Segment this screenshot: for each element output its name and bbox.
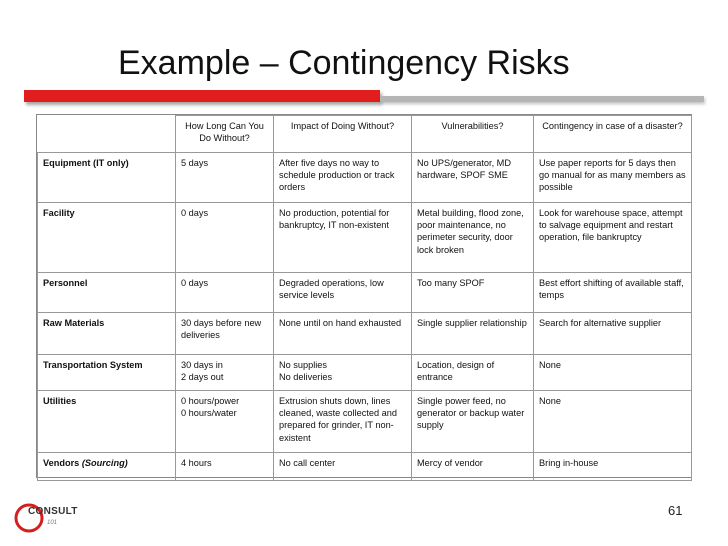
cell-how-long: 0 days [176,273,274,313]
cell-line: 0 hours/power [181,396,240,406]
cell-how-long [176,355,274,391]
row-label [38,453,176,481]
cell-contingency: Search for alternative supplier [534,313,692,355]
row-label: Equipment (IT only) [38,153,176,203]
cell-how-long: 0 days [176,203,274,273]
contingency-table [37,115,692,481]
cell-impact: No call center [274,453,412,481]
cell-impact: Extrusion shuts down, lines cleaned, waste collected and prepared for grinder, IT non-existent [274,391,412,453]
table-row [38,391,692,453]
row-label: Utilities [38,391,176,453]
cell-impact: Degraded operations, low service levels [274,273,412,313]
cell-impact: No production, potential for bankruptcy, IT non-existent [274,203,412,273]
cell-vulnerabilities: Metal building, flood zone, poor maintenance, no perimeter security, door lock broken [412,203,534,273]
page-number: 61 [668,503,683,518]
title-underline-red [24,90,380,102]
row-label: Transportation System [38,355,176,391]
header-vulnerabilities: Vulnerabilities? [412,116,534,153]
slide-title: Example – Contingency Risks [118,44,570,82]
cell-vulnerabilities: Single supplier relationship [412,313,534,355]
cell-vulnerabilities: Too many SPOF [412,273,534,313]
cell-impact: None until on hand exhausted [274,313,412,355]
row-label: Facility [38,203,176,273]
header-how-long: How Long Can You Do Without? [176,116,274,153]
logo-subtext: 101 [47,520,58,526]
table-row [38,153,692,203]
cell-contingency: Best effort shifting of available staff, temps [534,273,692,313]
cell-contingency: None [534,355,692,391]
table-header-row [38,116,692,153]
table-row [38,453,692,481]
cell-contingency: Look for warehouse space, attempt to salvage equipment and restart operation, file bankruptcy [534,203,692,273]
cell-contingency: None [534,391,692,453]
contingency-table-container [36,114,692,478]
logo-text: CONSULT [28,506,78,517]
cell-line: 2 days out [181,372,224,383]
cell-how-long [176,391,274,453]
cell-how-long: 5 days [176,153,274,203]
cell-how-long: 30 days before new deliveries [176,313,274,355]
cell-vulnerabilities: No UPS/generator, MD hardware, SPOF SME [412,153,534,203]
cell-how-long: 4 hours [176,453,274,481]
row-label-paren: (Sourcing) [81,458,128,468]
header-blank [38,116,176,153]
row-label: Raw Materials [38,313,176,355]
cell-vulnerabilities: Mercy of vendor [412,453,534,481]
table-row [38,355,692,391]
cell-line: 30 days in [181,360,223,370]
cell-contingency: Use paper reports for 5 days then go manual for as many members as possible [534,153,692,203]
title-underline-grey [380,96,704,102]
cell-contingency: Bring in-house [534,453,692,481]
cell-impact [274,355,412,391]
cell-line: 0 hours/water [181,408,237,419]
cell-vulnerabilities: Location, design of entrance [412,355,534,391]
header-contingency: Contingency in case of a disaster? [534,116,692,153]
row-label-main: Vendors [43,458,82,468]
table-row [38,273,692,313]
cell-impact: After five days no way to schedule production or track orders [274,153,412,203]
table-row [38,313,692,355]
cell-line: No supplies [279,360,328,370]
table-row [38,203,692,273]
row-label: Personnel [38,273,176,313]
cell-vulnerabilities: Single power feed, no generator or backup water supply [412,391,534,453]
cell-line: No deliveries [279,372,333,383]
header-impact: Impact of Doing Without? [274,116,412,153]
